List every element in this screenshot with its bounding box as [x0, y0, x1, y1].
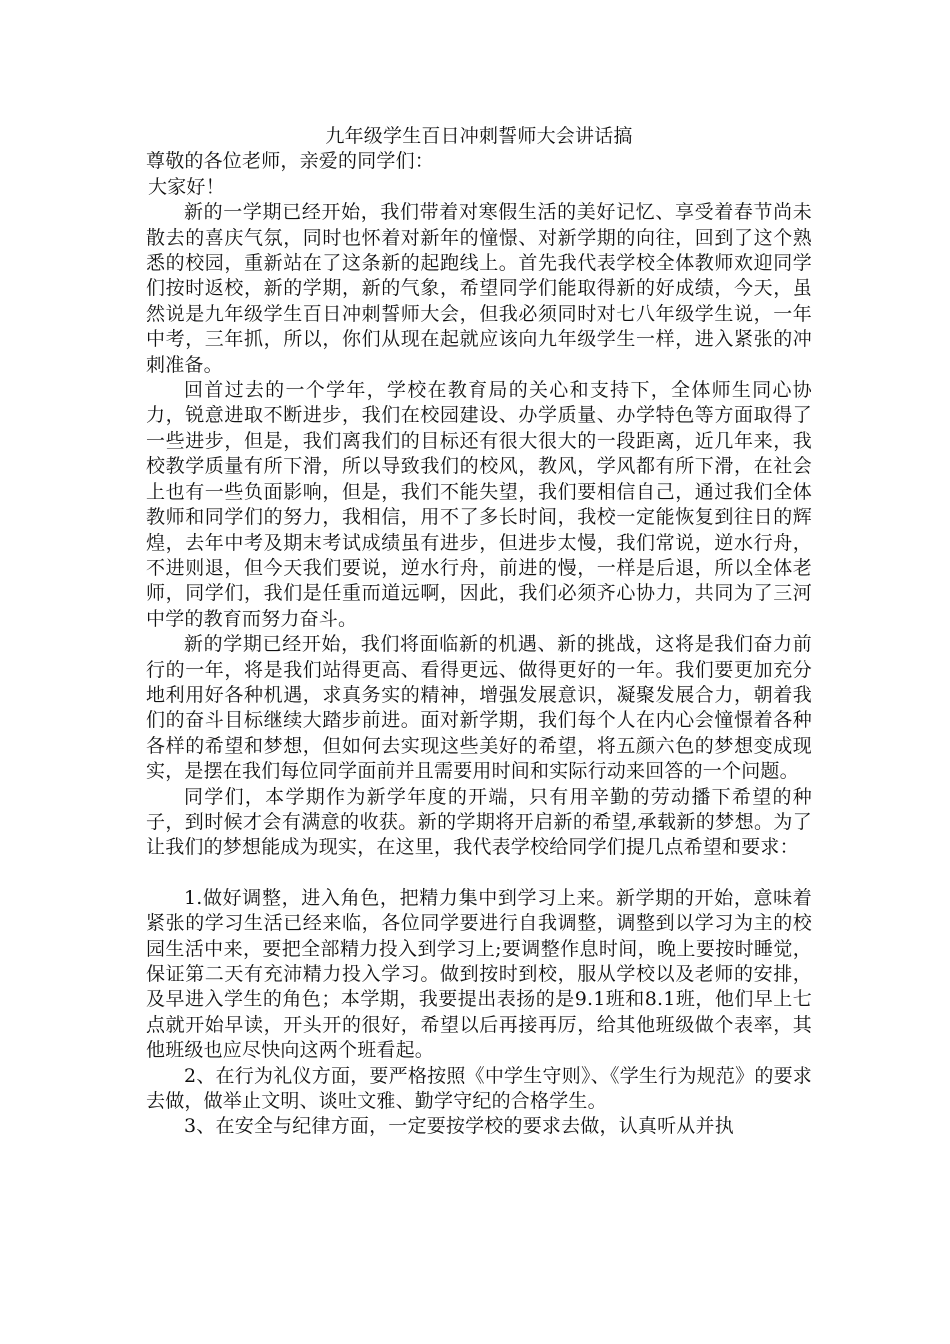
paragraph-4: 同学们，本学期作为新学年度的开端，只有用辛勤的劳动播下希望的种子，到时候才会有满意的收获。新的学期将开启新的希望,承载新的梦想。为了让我们的梦想能成为现实，在这里，我代表学校给同学们提几点希望和要求：	[146, 785, 812, 859]
paragraph-3: 新的学期已经开始，我们将面临新的机遇、新的挑战，这将是我们奋力前行的一年，将是我们站得更高、看得更远、做得更好的一年。我们要更加充分地利用好各种机遇，求真务实的精神，增强发展意识，凝聚发展合力，朝着我们的奋斗目标继续大踏步前进。面对新学期，我们每个人在内心会憧憬着各种各样的希望和梦想，但如何去实现这些美好的希望，将五颜六色的梦想变成现实，是摆在我们每位同学面前并且需要用时间和实际行动来回答的一个问题。	[146, 633, 812, 783]
list-item-1: 1.做好调整，进入角色，把精力集中到学习上来。新学期的开始，意味着紧张的学习生活已经来临，各位同学要进行自我调整，调整到以学习为主的校园生活中来，要把全部精力投入到学习上;要调整作息时间，晚上要按时睡觉，保证第二天有充沛精力投入学习。做到按时到校，服从学校以及老师的安排，及早进入学生的角色；本学期，我要提出表扬的是9.1班和8.1班，他们早上七点就开始早读，开头开的很好，希望以后再接再厉，给其他班级做个表率，其他班级也应尽快向这两个班看起。	[146, 886, 812, 1062]
paragraph-spacer	[146, 861, 812, 886]
paragraph-2: 回首过去的一个学年，学校在教育局的关心和支持下，全体师生同心协力，锐意进取不断进步，我们在校园建设、办学质量、办学特色等方面取得了一些进步，但是，我们离我们的目标还有很大很大的一段距离，近几年来，我校教学质量有所下滑，所以导致我们的校风，教风，学风都有所下滑，在社会上也有一些负面影响，但是，我们不能失望，我们要相信自己，通过我们全体教师和同学们的努力，我相信，用不了多长时间，我校一定能恢复到往日的辉煌，去年中考及期末考试成绩虽有进步，但进步太慢，我们常说，逆水行舟，不进则退，但今天我们要说，逆水行舟，前进的慢，一样是后退，所以全体老师，同学们，我们是任重而道远啊，因此，我们必须齐心协力，共同为了三河中学的教育而努力奋斗。	[146, 379, 812, 630]
salutation: 尊敬的各位老师，亲爱的同学们：	[146, 150, 435, 173]
paragraph-1: 新的一学期已经开始，我们带着对寒假生活的美好记忆、享受着春节尚未散去的喜庆气氛，同时也怀着对新年的憧憬、对新学期的向往，回到了这个熟悉的校园，重新站在了这条新的起跑线上。首先我代表学校全体教师欢迎同学们按时返校，新的学期，新的气象，希望同学们能取得新的好成绩，今天，虽然说是九年级学生百日冲刺誓师大会，但我必须同时对七八年级学生说，一年中考，三年抓，所以，你们从现在起就应该向九年级学生一样，进入紧张的冲刺准备。	[146, 201, 812, 376]
list-item-2: 2、在行为礼仪方面，要严格按照《中学生守则》、《学生行为规范》的要求去做，做举止文明、谈吐文雅、勤学守纪的合格学生。	[146, 1064, 812, 1113]
greeting: 大家好！	[148, 175, 225, 198]
document-body	[146, 124, 812, 1140]
document-title: 九年级学生百日冲刺誓师大会讲话搞	[325, 125, 633, 147]
list-item-3: 3、在安全与纪律方面，一定要按学校的要求去做，认真听从并执	[184, 1115, 734, 1138]
